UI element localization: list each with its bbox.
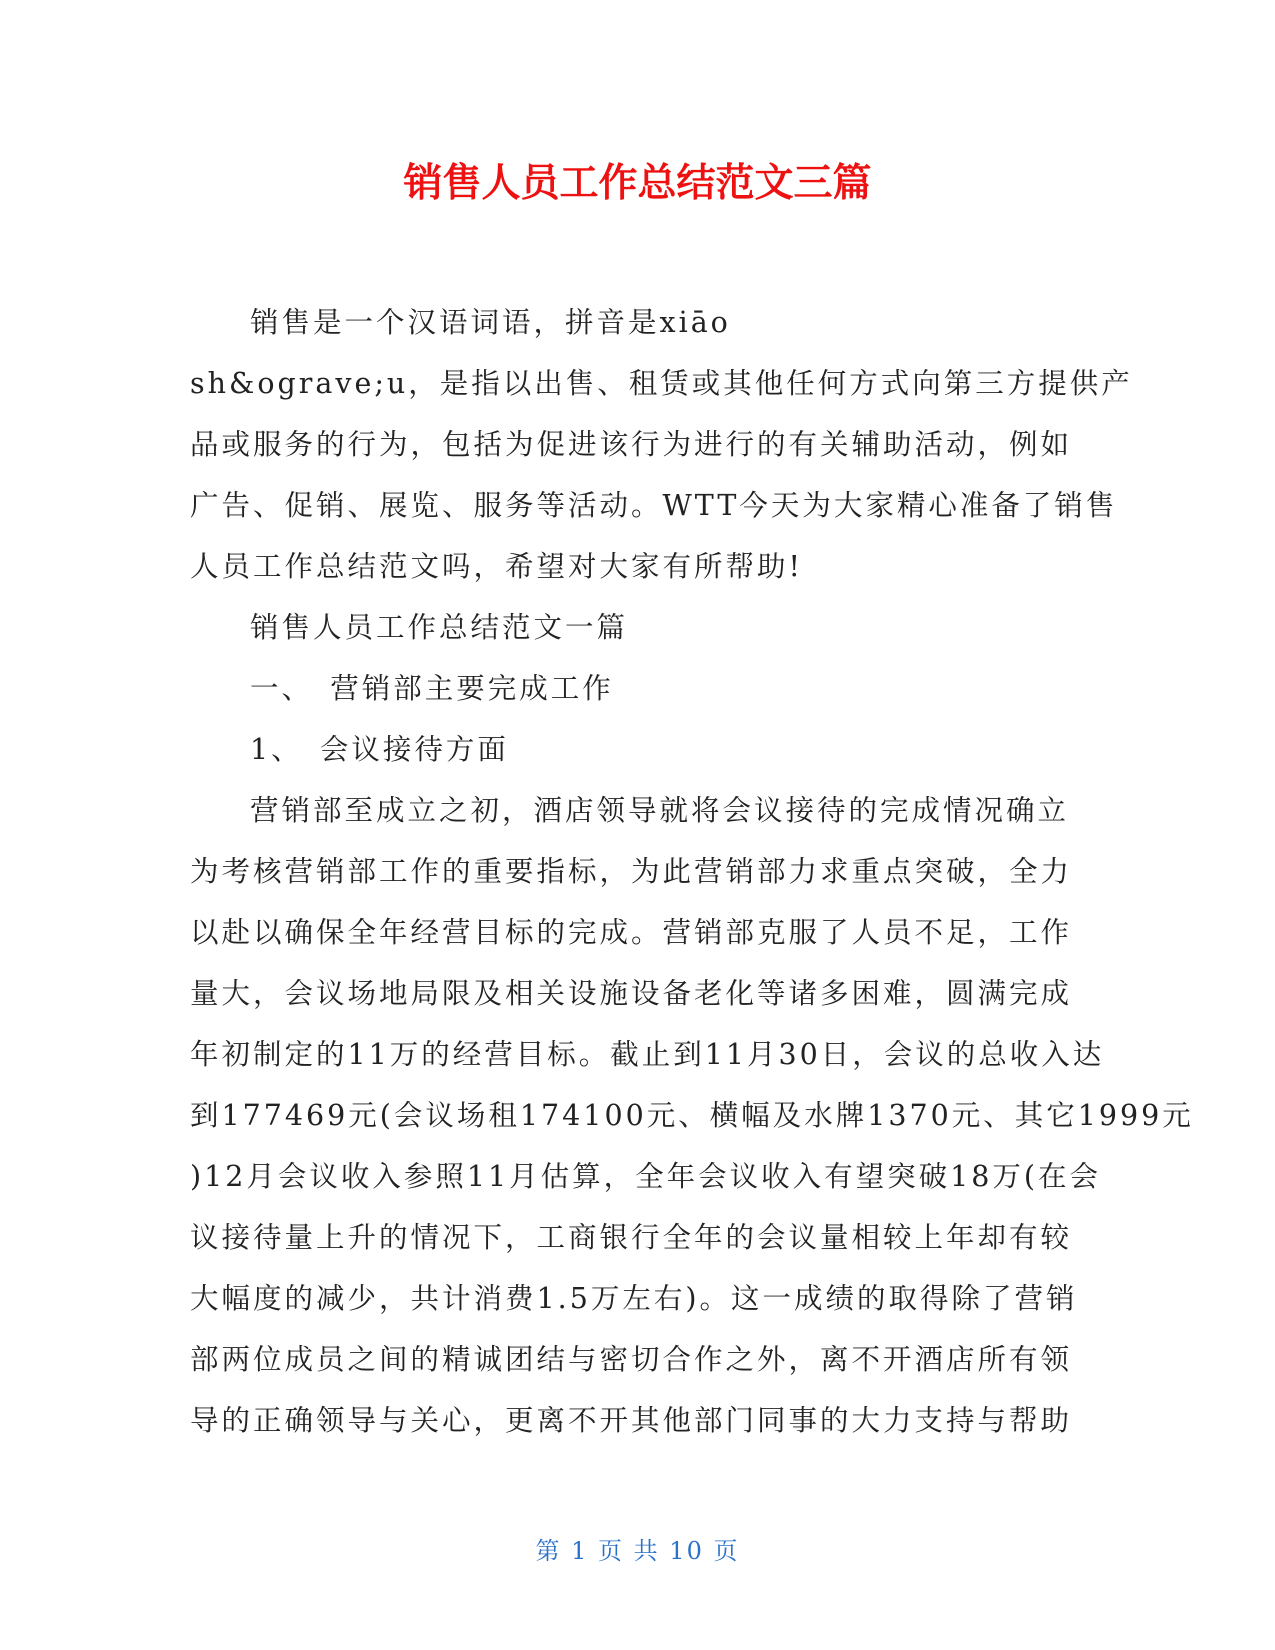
subsection-heading: 一、 营销部主要完成工作 xyxy=(250,672,614,705)
body-line: 广告、促销、展览、服务等活动。WTT今天为大家精心准备了销售 xyxy=(190,489,1118,522)
subsection-heading: 1、 会议接待方面 xyxy=(250,733,509,766)
document-title: 销售人员工作总结范文三篇 xyxy=(403,161,872,206)
body-line: 人员工作总结范文吗，希望对大家有所帮助! xyxy=(190,550,803,583)
body-line: 部两位成员之间的精诚团结与密切合作之外，离不开酒店所有领 xyxy=(190,1343,1073,1376)
body-line: 到177469元(会议场租174100元、横幅及水牌1370元、其它1999元 xyxy=(190,1099,1194,1132)
body-line: 导的正确领导与关心，更离不开其他部门同事的大力支持与帮助 xyxy=(190,1404,1073,1437)
body-line: 量大，会议场地局限及相关设施设备老化等诸多困难，圆满完成 xyxy=(190,977,1073,1010)
body-line: )12月会议收入参照11月估算，全年会议收入有望突破18万(在会 xyxy=(190,1160,1102,1193)
body-line: 大幅度的减少，共计消费1.5万左右)。这一成绩的取得除了营销 xyxy=(190,1282,1078,1315)
body-line: 议接待量上升的情况下，工商银行全年的会议量相较上年却有较 xyxy=(190,1221,1073,1254)
section-heading: 销售人员工作总结范文一篇 xyxy=(250,611,629,644)
body-line: 营销部至成立之初，酒店领导就将会议接待的完成情况确立 xyxy=(250,794,1070,827)
body-line: 销售是一个汉语词语，拼音是xiāo xyxy=(250,306,731,339)
body-line: 品或服务的行为，包括为促进该行为进行的有关辅助活动，例如 xyxy=(190,428,1073,461)
body-line: sh&ograve;u，是指以出售、租赁或其他任何方式向第三方提供产 xyxy=(190,367,1133,400)
body-line: 为考核营销部工作的重要指标，为此营销部力求重点突破，全力 xyxy=(190,855,1073,888)
document-body xyxy=(190,292,1194,1451)
body-line: 以赴以确保全年经营目标的完成。营销部克服了人员不足，工作 xyxy=(190,916,1073,949)
body-line: 年初制定的11万的经营目标。截止到11月30日，会议的总收入达 xyxy=(190,1038,1105,1071)
page-number: 第 1 页 共 10 页 xyxy=(535,1537,740,1565)
